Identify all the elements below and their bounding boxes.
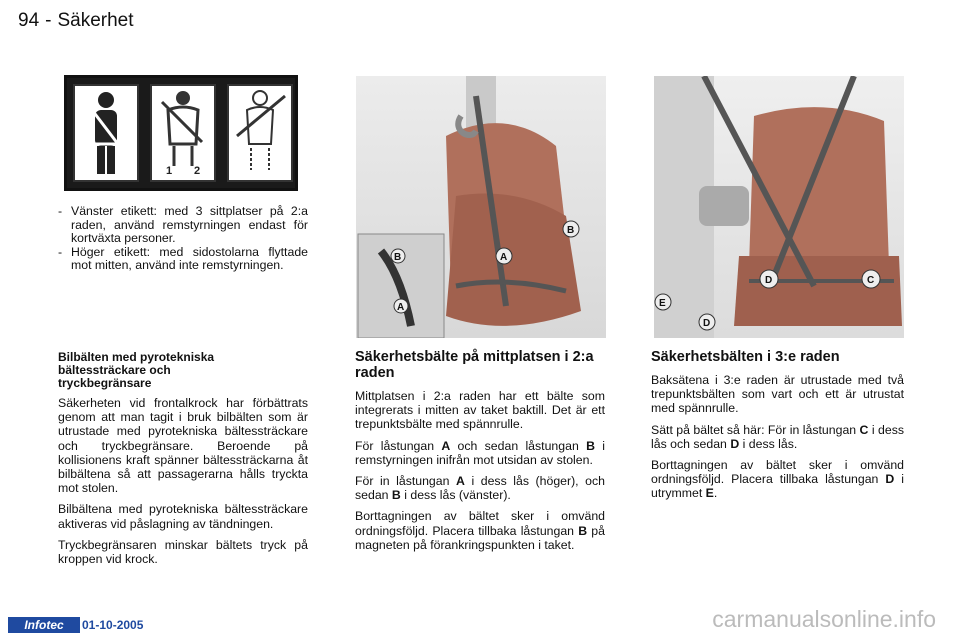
list-item: - Vänster etikett: med 3 sittplatser på 2:a raden, använd remstyrningen endast för kortväxta personer. — [54, 205, 308, 246]
paragraph: För låstungan A och sedan låstungan B i remstyrningen inifrån mot utsidan av stolen. — [355, 438, 605, 467]
infotec-logo: Infotec — [8, 617, 80, 633]
icon-label-1: 1 — [166, 165, 173, 177]
callout-B: B — [567, 225, 575, 236]
third-row-section — [651, 349, 904, 508]
third-row-seat-photo — [654, 76, 904, 338]
footer-date: 01-10-2005 — [82, 618, 144, 632]
header-separator: - — [45, 10, 52, 31]
paragraph: Mittplatsen i 2:a raden har ett bälte som integrerats i mitten av taket baktill. Det är ett trepunktsbälte med spännrulle. — [355, 389, 605, 432]
paragraph: För in låstungan A i dess lås (höger), och sedan B i dess lås (vänster). — [355, 474, 605, 503]
seatbelt-label-panel-3 — [227, 84, 293, 182]
section-heading: Bilbälten med pyrotekniska bältessträckare och tryckbegränsare — [58, 350, 215, 390]
pyrotechnic-section — [58, 351, 308, 573]
callout-D: D — [765, 275, 773, 286]
callout-C: C — [867, 275, 875, 286]
section-heading: Säkerhetsbälte på mittplatsen i 2:a raden — [355, 349, 594, 381]
paragraph: Sätt på bältet så här: För in låstungan C i dess lås och sedan D i dess lås. — [651, 422, 904, 451]
section-heading: Säkerhetsbälten i 3:e raden — [651, 349, 840, 365]
callout-A: A — [500, 252, 508, 263]
middle-seat-photo — [356, 76, 606, 338]
seatbelt-labels-figure — [64, 75, 298, 191]
list-item: - Höger etikett: med sidostolarna flyttade mot mitten, använd inte remstyrningen. — [54, 246, 308, 273]
paragraph: Säkerheten vid frontalkrock har förbättrats genom att man tagit i bruk bilbälten som är utrustade med pyrotekniska bältessträckare och tryckbegränsare. Beroende på kollisionens kraft spänner bältessträckarna åt bilbältena så att passagerarna hålls tryckta mot stolen. — [58, 396, 308, 496]
callout-D-lower: D — [703, 318, 711, 329]
paragraph: Borttagningen av bältet sker i omvänd ordningsföljd. Placera tillbaka låstungan B på magneten på förankringspunkten i taket. — [355, 509, 605, 552]
page-header — [18, 10, 140, 32]
paragraph: Borttagningen av bältet sker i omvänd ordningsföljd. Placera tillbaka låstungan D i utrymmet E. — [651, 458, 904, 501]
middle-belt-section — [355, 349, 605, 559]
seatbelt-label-panel-2 — [150, 84, 216, 182]
page-number: 94 — [18, 10, 40, 31]
icon-label-2: 2 — [194, 165, 201, 177]
callout-E: E — [659, 298, 666, 309]
callout-B-inset: B — [394, 252, 402, 263]
page-title: Säkerhet — [57, 10, 134, 31]
label-notes — [54, 205, 308, 273]
seatbelt-label-panel-1 — [73, 84, 139, 182]
paragraph: Tryckbegränsaren minskar bältets tryck på kroppen vid krock. — [58, 537, 308, 567]
paragraph: Bilbältena med pyrotekniska bältessträckare aktiveras vid påslagning av tändningen. — [58, 502, 308, 531]
watermark: carmanualsonline.info — [712, 606, 936, 632]
callout-A-inset: A — [397, 302, 405, 313]
paragraph: Baksätena i 3:e raden är utrustade med två trepunktsbälten som vart och ett är utrustat med spännrulle. — [651, 373, 904, 416]
